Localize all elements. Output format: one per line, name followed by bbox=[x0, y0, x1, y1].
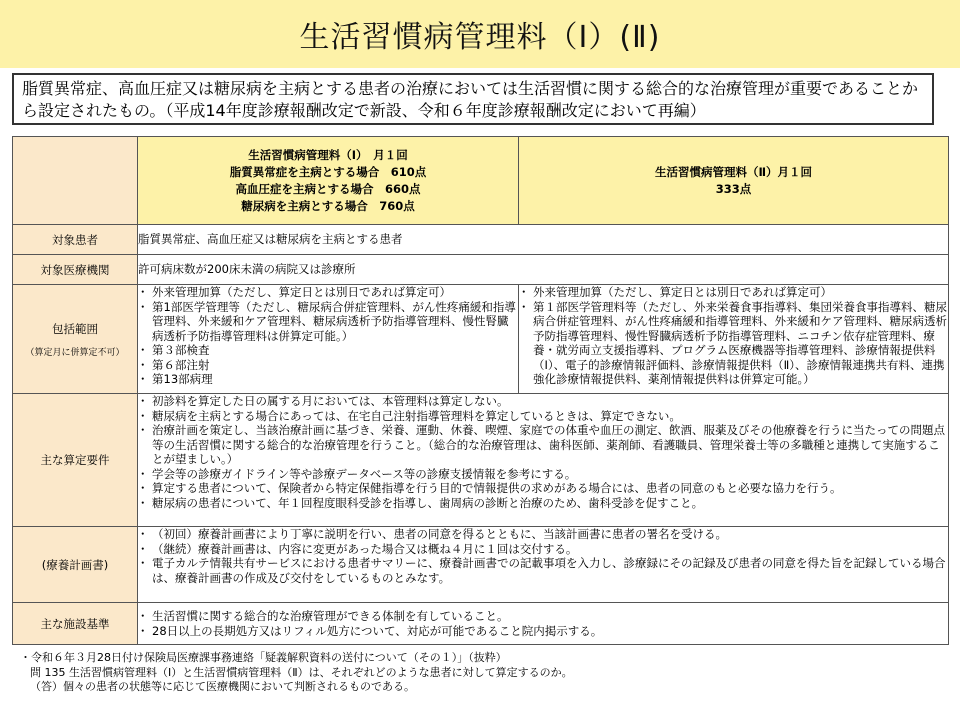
list-item: ・ 第13部病理 bbox=[138, 372, 518, 387]
requirements-cell bbox=[138, 394, 949, 527]
facility-std-cell bbox=[138, 603, 949, 645]
list-item: ・ 初診料を算定した日の属する月においては、本管理料は算定しない。 bbox=[138, 394, 948, 409]
bundled-fee-1 bbox=[138, 285, 519, 394]
table-header-row bbox=[13, 137, 949, 225]
header-fee-2 bbox=[519, 137, 949, 225]
footer-notes bbox=[20, 651, 940, 695]
list-item: ・ 外来管理加算（ただし、算定日とは別日であれば算定可） bbox=[519, 285, 948, 300]
target-patient-text: 脂質異常症、高血圧症又は糖尿病を主病とする患者 bbox=[138, 225, 949, 255]
footer-line: 問 135 生活習慣病管理料（Ⅰ）と生活習慣病管理料（Ⅱ）は、それぞれどのような患者に対して算定するのか。 bbox=[30, 665, 573, 679]
header-fee-1-line: 生活習慣病管理料（Ⅰ） 月１回 bbox=[248, 147, 408, 162]
row-label-plan: (療養計画書) bbox=[13, 527, 138, 603]
list-item: ・ 算定する患者について、保険者から特定保健指導を行う目的で情報提供の求めがある場合には、患者の同意のもと必要な協力を行う。 bbox=[138, 481, 948, 496]
list-item: ・ 学会等の診療ガイドライン等や診療データベース等の診療支援情報を参考にする。 bbox=[138, 467, 948, 482]
plan-cell bbox=[138, 527, 949, 603]
table-row bbox=[13, 527, 949, 603]
page-title: 生活習慣病管理料（Ⅰ）(Ⅱ) bbox=[299, 20, 661, 55]
list-item: ・ 第３部検査 bbox=[138, 343, 518, 358]
header-fee-1-line: 糖尿病を主病とする場合 760点 bbox=[241, 198, 415, 213]
header-fee-1-line: 高血圧症を主病とする場合 660点 bbox=[235, 181, 421, 196]
table-row bbox=[13, 394, 949, 527]
list-item: ・ 第６部注射 bbox=[138, 358, 518, 373]
row-label-target-facility: 対象医療機関 bbox=[13, 255, 138, 285]
list-item: ・ 糖尿病を主病とする場合にあっては、在宅自己注射指導管理料を算定しているときは、算定できない。 bbox=[138, 409, 948, 424]
table-row bbox=[13, 255, 949, 285]
table-row bbox=[13, 603, 949, 645]
header-fee-1 bbox=[138, 137, 519, 225]
row-label-facility-std: 主な施設基準 bbox=[13, 603, 138, 645]
list-item: ・ （初回）療養計画書により丁寧に説明を行い、患者の同意を得るとともに、当該計画書に患者の署名を受ける。 bbox=[138, 527, 948, 542]
table-row bbox=[13, 285, 949, 394]
row-label-target-patient: 対象患者 bbox=[13, 225, 138, 255]
header-fee-1-line: 脂質異常症を主病とする場合 610点 bbox=[229, 164, 427, 179]
list-item: ・ 第１部医学管理料等（ただし、外来栄養食事指導料、集団栄養食事指導料、糖尿病合併症管理料、がん性疼痛緩和指導管理料、外来緩和ケア管理料、糖尿病透析予防指導管理料、慢性腎臓病透析予防指導管理料、ニコチン依存症管理料、療養・就労両立支援指導料、プログラム医療機器等指導管理料、診療情報提供料（Ⅰ）、電子的診療情報評価料、診療情報提供料（Ⅱ）、診療情報連携共有料、連携強化診療情報提供料、薬剤情報提供料は併算定可能。） bbox=[519, 300, 948, 387]
list-item: ・ 28日以上の長期処方又はリフィル処方について、対応が可能であること院内掲示する。 bbox=[138, 624, 948, 639]
list-item: ・ 生活習慣に関する総合的な治療管理ができる体制を有していること。 bbox=[138, 609, 948, 624]
bundled-sublabel: （算定月に併算定不可） bbox=[25, 347, 125, 358]
list-item: ・ （継続）療養計画書は、内容に変更があった場合又は概ね４月に１回は交付する。 bbox=[138, 542, 948, 557]
row-label-bundled bbox=[13, 285, 138, 394]
intro-box: 脂質異常症、高血圧症又は糖尿病を主病とする患者の治療においては生活習慣に関する総合的な治療管理が重要であることから設定されたもの。（平成14年度診療報酬改定で新設、令和６年度診療報酬改定において再編） bbox=[12, 73, 934, 125]
bundled-fee-2 bbox=[519, 285, 949, 394]
target-facility-text: 許可病床数が200床未満の病院又は診療所 bbox=[138, 255, 949, 285]
list-item: ・ 糖尿病の患者について、年１回程度眼科受診を指導し、歯周病の診断と治療のため、歯科受診を促すこと。 bbox=[138, 496, 948, 511]
bundled-label: 包括範囲 bbox=[52, 321, 98, 336]
footer-line: （答）個々の患者の状態等に応じて医療機関において判断されるものである。 bbox=[30, 680, 415, 693]
row-label-requirements: 主な算定要件 bbox=[13, 394, 138, 527]
fee-table bbox=[12, 136, 949, 645]
list-item: ・ 治療計画を策定し、当該治療計画に基づき、栄養、運動、休養、喫煙、家庭での体重や血圧の測定、飲酒、服薬及びその他療養を行うに当たっての問題点等の生活習慣に関する総合的な治療管理を行うこと。（総合的な治療管理は、歯科医師、薬剤師、看護職員、管理栄養士等の多職種と連携して実施することが望ましい。） bbox=[138, 423, 948, 467]
header-fee-2-line: 333点 bbox=[715, 181, 752, 196]
list-item: ・ 電子カルテ情報共有サービスにおける患者サマリーに、療養計画書での記載事項を入力し、診療録にその記録及び患者の同意を得た旨を記録している場合は、療養計画書の作成及び交付をしているものとみなす。 bbox=[138, 556, 948, 585]
header-fee-2-line: 生活習慣病管理料（Ⅱ）月１回 bbox=[654, 164, 813, 179]
table-row bbox=[13, 225, 949, 255]
footer-line: ・令和６年３月28日付け保険局医療課事務連絡「疑義解釈資料の送付について（その１）」（抜粋） bbox=[20, 651, 507, 664]
list-item: ・ 第1部医学管理等（ただし、糖尿病合併症管理料、がん性疼痛緩和指導管理料、外来緩和ケア管理料、糖尿病透析予防指導管理料、慢性腎臓病透析予防指導管理料は併算定可能。） bbox=[138, 300, 518, 344]
list-item: ・ 外来管理加算（ただし、算定日とは別日であれば算定可） bbox=[138, 285, 518, 300]
header-corner bbox=[13, 137, 138, 225]
